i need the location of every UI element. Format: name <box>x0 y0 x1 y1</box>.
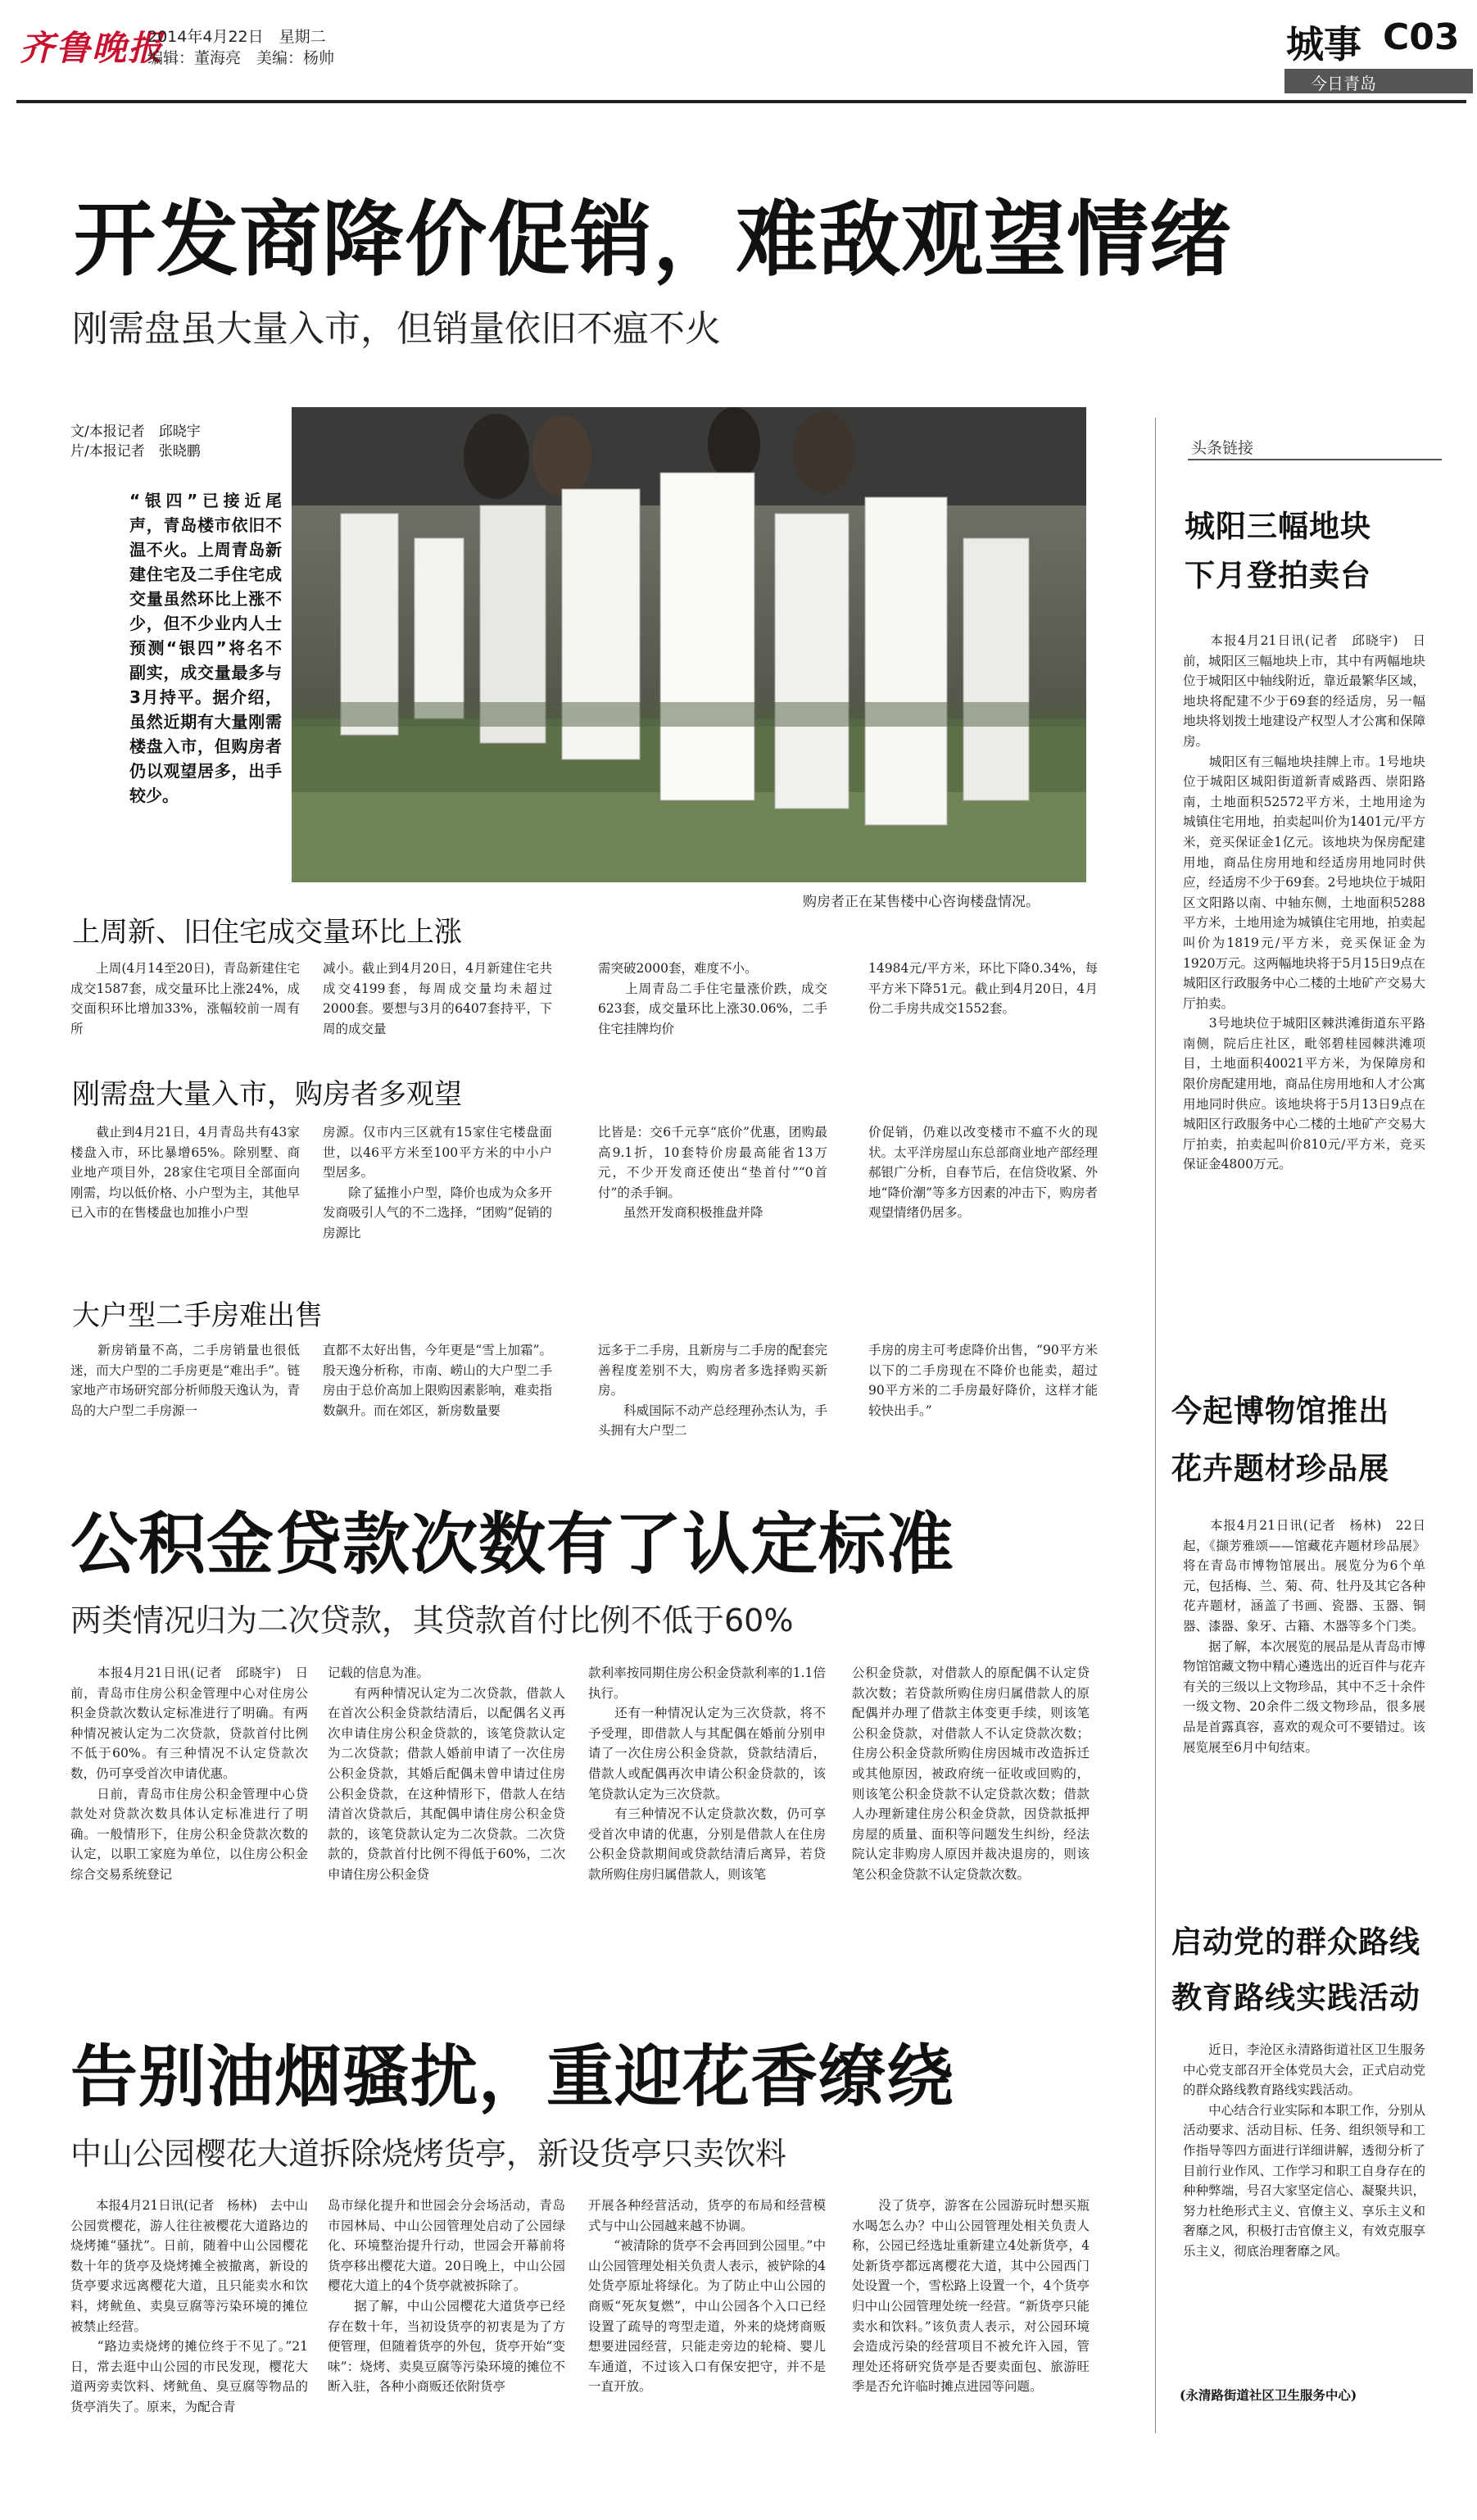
lead-photo <box>292 407 1086 882</box>
staff-line: 编辑：董海亮 美编：杨帅 <box>147 49 335 67</box>
page-tag: 今日青岛 <box>1311 74 1376 93</box>
lead-section-1-title: 上周新、旧住宅成交量环比上涨 <box>72 916 462 949</box>
park-subhead: 中山公园樱花大道拆除烧烤货亭，新设货亭只卖饮料 <box>70 2136 787 2172</box>
date-line: 2014年4月22日 星期二 <box>147 28 326 46</box>
sidebar-article-2-body: 本报4月21日讯(记者 杨林) 22日起，《撷芳雅颂——馆藏花卉题材珍品展》将在青岛市博物馆展出。展览分为6个单元，包括梅、兰、菊、荷、牡丹及其它各种花卉题材，涵盖了书画、瓷器、玉器、铜器、漆器、象牙、古籍、木器等多个门类。 据了解，本次展览的展品是从青岛市博物馆馆藏文物中精心遴选出的近百件与花卉有关的三级以上文物珍品，其中不乏十余件一级文物、20余件二级文物珍品，很多展品是首露真容，喜欢的观众可不要错过。该展览展至6月中旬结束。 <box>1183 1518 1425 1755</box>
park-col-3: 开展各种经营活动，货亭的布局和经营模式与中山公园越来越不协调。 “被清除的货亭不会再回到公园里。”中山公园管理处相关负责人表示，被铲除的4处货亭原址将绿化。为了防止中山公园的商贩“死灰复燃”，中山公园各个入口已经设置了疏导的弯型走道，外来的烧烤商贩想要进园经营，只能走旁边的轮椅、婴儿车通道，不过该入口有保安把守，并不是一直开放。 <box>588 2198 826 2395</box>
sidebar-label-rule <box>1188 459 1442 460</box>
lead-section-3-title: 大户型二手房难出售 <box>72 1299 323 1332</box>
lead-section-2-title: 刚需盘大量入市，购房者多观望 <box>72 1078 462 1111</box>
park-col-2: 岛市绿化提升和世园会分会场活动，青岛市园林局、中山公园管理处启动了公园绿化、环境整治提升行动，世园会开幕前将货亭移出樱花大道。20日晚上，中山公园樱花大道上的4个货亭就被拆除了。 据了解，中山公园樱花大道货亭已经存在数十年，当初设货亭的初衷是为了方便管理，但随着货亭的外包，货亭开始“变味”：烧烤、卖臭豆腐等污染环境的摊位不断入驻，各种小商贩还依附货亭 <box>328 2198 565 2395</box>
sidebar-article-3-title-line-2: 教育路线实践活动 <box>1171 1980 1420 2015</box>
section-name: 城事 <box>1286 22 1361 66</box>
masthead <box>0 0 1477 115</box>
sidebar-article-1-body: 本报4月21日讯(记者 邱晓宇) 日前，城阳区三幅地块上市，其中有两幅地块位于城阳区中轴线附近，靠近最繁华区域，地块将配建不少于69套的经适房，另一幅地块将划拨土地建设产权型人才公寓和保障房。 城阳区有三幅地块挂牌上市。1号地块位于城阳区城阳街道新青威路西、崇阳路南，土地面积52572平方米，土地用途为城镇住宅用地，拍卖起叫价为1401元/平方米，竞买保证金1亿元。该地块为保房配建用地，商品住房用地和经适房用地同时供应，经适房不少于69套。2号地块位于城阳区文阳路以南、中轴东侧，土地面积5288平方米，土地用途为城镇住宅用地，拍卖起叫价为1819元/平方米，竞买保证金为1920万元。这两幅地块将于5月15日9点在城阳区行政服务中心二楼的土地矿产交易大厅拍卖。 3号地块位于城阳区棘洪滩街道东平路南侧，院后庄社区，毗邻碧桂园棘洪滩项目，土地面积40021平方米，为保障房和限价房配建用地，商品住房用地和人才公寓用地同时供应。该地块将于5月13日9点在城阳区行政服务中心二楼的土地矿产交易大厅拍卖，拍卖起叫价810元/平方米，竞买保证金4800万元。 <box>1183 633 1425 1172</box>
lead-headline: 开发商降价促销，难敌观望情绪 <box>74 192 1232 288</box>
lead-s1-col-4: 14984元/平方米，环比下降0.34%，每平方米下降51元。截止到4月20日，4月份二手房共成交1552套。 <box>868 961 1098 1017</box>
gjj-col-1: 本报4月21日讯(记者 邱晓宇) 日前，青岛市住房公积金管理中心对住房公积金贷款次数认定标准进行了明确。有两种情况被认定为二次贷款，贷款首付比例不低于60%。有三种情况不认定贷款次数，仍可享受首次申请优惠。 日前，青岛市住房公积金管理中心贷款处对贷款次数具体认定标准进行了明确。一般情形下，住房公积金贷款次数的认定，以职工家庭为单位，以住房公积金综合交易系统登记 <box>70 1666 308 1882</box>
newspaper-logo: 齐鲁晚报 <box>20 28 165 68</box>
lead-s3-col-3: 远多于二手房，且新房与二手房的配套完善程度差别不大，购房者多选择购买新房。 科威国际不动产总经理孙杰认为，手头拥有大户型二 <box>598 1343 827 1439</box>
sidebar-article-3-source: (永清路街道社区卫生服务中心) <box>1180 2387 1357 2403</box>
page-number: C03 <box>1383 16 1460 58</box>
gjj-col-2: 记载的信息为准。 有两种情况认定为二次贷款，借款人在首次公积金贷款结清后，以配偶名义再次申请住房公积金贷款的，该笔贷款认定为二次贷款；借款人婚前申请了一次住房公积金贷款，其婚后配偶未曾申请过住房公积金贷款，在这种情形下，借款人在结清首次贷款后，其配偶申请住房公积金贷款的，该笔贷款认定为二次贷款。二次贷款的，贷款首付比例不得低于60%，二次申请住房公积金贷 <box>328 1666 565 1882</box>
lead-s1-col-1: 上周(4月14至20日)，青岛新建住宅成交1587套，成交量环比上涨24%，成交面积环比增加33%，涨幅较前一周有所 <box>70 961 300 1036</box>
lead-s2-col-3: 比皆是：交6千元享“底价”优惠，团购最高9.1折，10套特价房最高能省13万元，不少开发商还使出“垫首付”“0首付”的杀手锏。 虽然开发商积极推盘并降 <box>598 1125 827 1221</box>
park-col-1: 本报4月21日讯(记者 杨林) 去中山公园赏樱花，游人往往被樱花大道路边的烧烤摊“骚扰”。日前，随着中山公园樱花数十年的货亭及烧烤摊全被撤离，新设的货亭要求远离樱花大道，且只能卖水和饮料，烤鱿鱼、卖臭豆腐等污染环境的摊位被禁止经营。 “路边卖烧烤的摊位终于不见了。”21日，常去逛中山公园的市民发现，樱花大道两旁卖饮料、烤鱿鱼、臭豆腐等物品的货亭消失了。原来，为配合青 <box>70 2198 308 2414</box>
lead-s3-col-2: 直都不太好出售，今年更是“雪上加霜”。殷天逸分析称，市南、崂山的大户型二手房由于总价高加上限购因素影响，难卖指数飙升。而在郊区，新房数量要 <box>323 1343 552 1418</box>
lead-s3-col-4: 手房的房主可考虑降价出售，“90平方米以下的二手房现在不降价也能卖，超过90平方米的二手房最好降价，这样才能较快出手。” <box>868 1343 1098 1418</box>
lead-s3-col-1: 新房销量不高，二手房销量也很低迷，而大户型的二手房更是“难出手”。链家地产市场研究部分析师殷天逸认为，青岛的大户型二手房源一 <box>70 1343 300 1418</box>
masthead-rule <box>16 100 1466 103</box>
lead-s1-col-2: 减小。截止到4月20日，4月新建住宅共成交4199套，每周成交量均未超过2000套。要想与3月的6407套持平，下周的成交量 <box>323 961 552 1036</box>
gjj-subhead: 两类情况归为二次贷款，其贷款首付比例不低于60% <box>70 1602 794 1638</box>
lead-intro: “银四”已接近尾声，青岛楼市依旧不温不火。上周青岛新建住宅及二手住宅成交量虽然环比上涨不少，但不少业内人士预测“银四”将名不副实，成交量最多与3月持平。据介绍，虽然近期有大量刚需楼盘入市，但购房者仍以观望居多，出手较少。 <box>129 491 282 805</box>
sidebar-article-1-title-line-1: 城阳三幅地块 <box>1185 509 1371 544</box>
gjj-col-3: 款利率按同期住房公积金贷款利率的1.1倍执行。 还有一种情况认定为三次贷款，将不予受理，即借款人与其配偶在婚前分别申请了一次住房公积金贷款，贷款结清后，借款人或配偶再次申请公积金贷款的，该笔贷款认定为三次贷款。 有三种情况不认定贷款次数，仍可享受首次申请的优惠，分别是借款人在住房公积金贷款期间或贷款结清后离异，若贷款所购住房归属借款人，则该笔 <box>588 1666 826 1882</box>
gjj-col-4: 公积金贷款，对借款人的原配偶不认定贷款次数；若贷款所购住房归属借款人的原配偶并办理了借款主体变更手续，则该笔公积金贷款，对借款人不认定贷款次数；住房公积金贷款所购住房因城市改造拆迁或其他原因，被政府统一征收或回购的，则该笔公积金贷款不认定贷款次数；借款人办理新建住房公积金贷款，因贷款抵押房屋的质量、面积等问题发生纠纷，经法院认定非购房人原因并裁决退房的，则该笔公积金贷款不认定贷款次数。 <box>852 1666 1090 1882</box>
sidebar-article-3-body: 近日，李沧区永清路街道社区卫生服务中心党支部召开全体党员大会，正式启动党的群众路线教育路线实践活动。 中心结合行业实际和本职工作，分别从活动要求、活动目标、任务、组织领导和工作指导等四方面进行详细讲解，透彻分析了目前行业作风、工作学习和职工自身存在的种种弊端，号召大家坚定信心、凝聚共识，努力杜绝形式主义、官僚主义、享乐主义和奢靡之风，积极打击官僚主义，有效克服享乐主义，彻底治理奢靡之风。 <box>1183 2042 1425 2259</box>
gjj-headline: 公积金贷款次数有了认定标准 <box>70 1506 955 1584</box>
building-model-illustration <box>292 407 1086 882</box>
sidebar-article-2-title-line-2: 花卉题材珍品展 <box>1171 1451 1389 1486</box>
lead-s1-col-3: 需突破2000套，难度不小。 上周青岛二手住宅量涨价跌，成交623套，成交量环比上涨30.06%，二手住宅挂牌均价 <box>598 961 827 1036</box>
byline-writer: 文/本报记者 邱晓宇 <box>70 424 201 440</box>
sidebar-article-3-title-line-1: 启动党的群众路线 <box>1171 1924 1420 1960</box>
lead-s2-col-1: 截止到4月21日，4月青岛共有43家楼盘入市，环比暴增65%。除别墅、商业地产项目外，28家住宅项目全部面向刚需，均以低价格、小户型为主，其他早已入市的在售楼盘也加推小户型 <box>70 1125 300 1221</box>
park-col-4: 没了货亭，游客在公园游玩时想买瓶水喝怎么办？中山公园管理处相关负责人称，公园已经选址重新建立4处新货亭，4处新货亭都远离樱花大道，其中公园西门处设置一个，雪松路上设置一个，4个货亭归中山公园管理处统一经营。“新货亭只能卖水和饮料。”该负责人表示，对公园环境会造成污染的经营项目不被允许入园，管理处还将研究货亭是否要卖面包、旅游旺季是否允许临时摊点进园等问题。 <box>852 2198 1090 2395</box>
lead-subhead: 刚需盘虽大量入市，但销量依旧不瘟不火 <box>72 308 721 350</box>
lead-s2-col-4: 价促销，仍难以改变楼市不瘟不火的现状。太平洋房屋山东总部商业地产部经理郝银广分析，自春节后，在信贷收紧、外地“降价潮”等多方因素的冲击下，购房者观望情绪仍居多。 <box>868 1125 1098 1221</box>
byline-photographer: 片/本报记者 张晓鹏 <box>70 443 201 460</box>
park-headline: 告别油烟骚扰，重迎花香缭绕 <box>70 2038 955 2116</box>
sidebar-article-2-title-line-1: 今起博物馆推出 <box>1171 1394 1389 1429</box>
lead-s2-col-2: 房源。仅市内三区就有15家住宅楼盘面世，以46平方米至100平方米的中小户型居多。 除了猛推小户型，降价也成为众多开发商吸引人气的不二选择，“团购”促销的房源比 <box>323 1125 552 1240</box>
photo-caption: 购房者正在某售楼中心咨询楼盘情况。 <box>803 894 1040 910</box>
sidebar-label: 头条链接 <box>1191 439 1254 457</box>
sidebar-divider <box>1155 418 1156 2433</box>
sidebar-article-1-title-line-2: 下月登拍卖台 <box>1185 558 1371 593</box>
